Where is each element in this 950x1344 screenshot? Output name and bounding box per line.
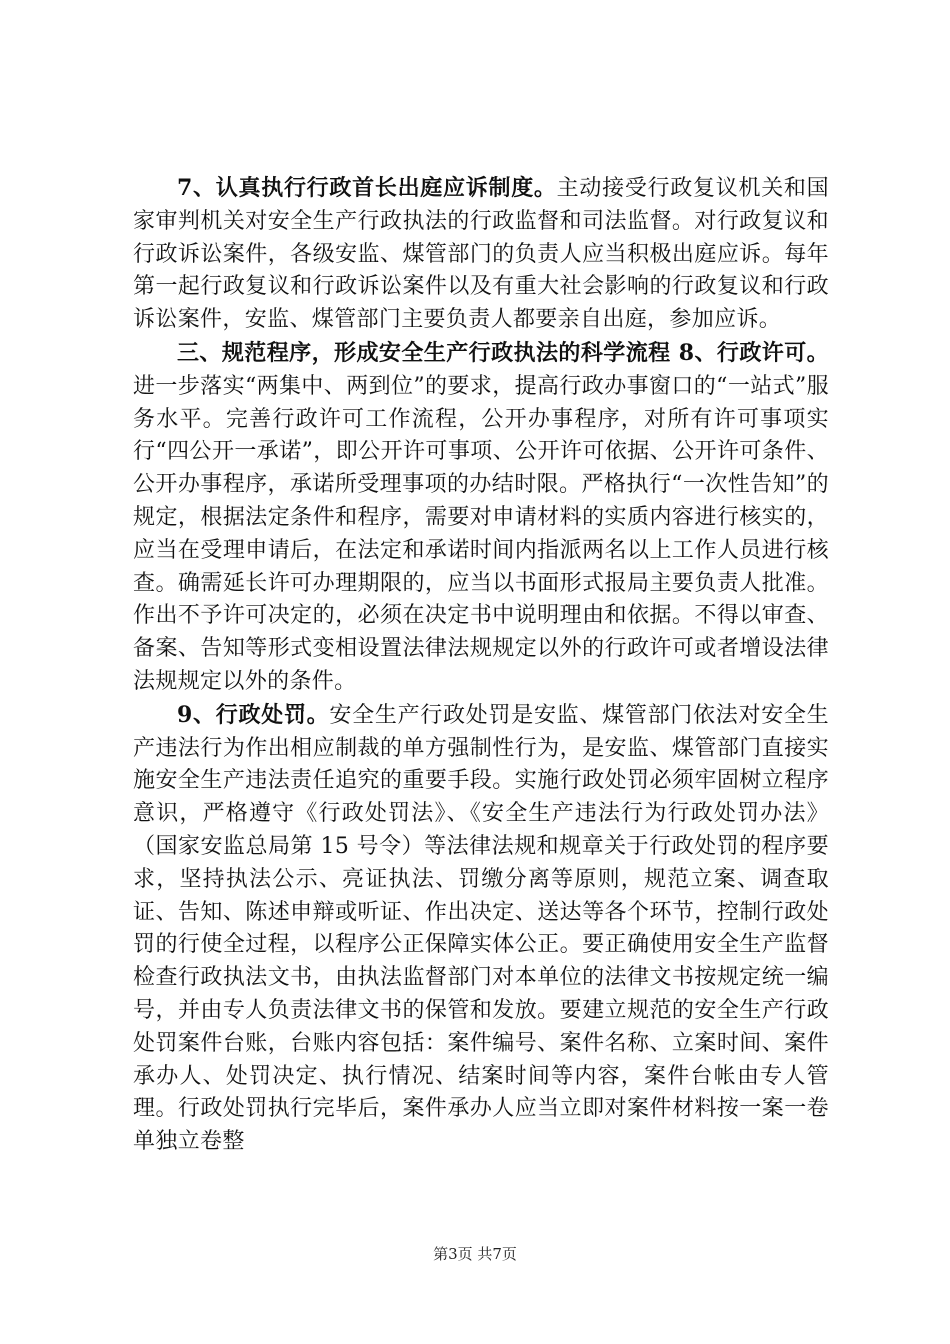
paragraph-heading: 9、行政处罚。 xyxy=(177,701,330,728)
paragraph-text: 进一步落实“两集中、两到位”的要求，提高行政办事窗口的“一站式”服务水平。完善行政许可工作流程，公开办事程序，对所有许可事项实行“四公开一承诺”，即公开许可事项、公开许可依据、公开许可条件、公开办事程序，承诺所受理事项的办结时限。严格执行“一次性告知”的规定，根据法定条件和程序，需要对申请材料的实质内容进行核实的，应当在受理申请后，在法定和承诺时间内指派两名以上工作人员进行核查。确需延长许可办理期限的，应当以书面形式报局主要负责人批准。作出不予许可决定的，必须在决定书中说明理由和依据。不得以审查、备案、告知等形式变相设置法律法规规定以外的行政许可或者增设法律法规规定以外的条件。 xyxy=(133,373,829,694)
page-number-footer: 第3页 共7页 xyxy=(433,1245,517,1263)
document-body xyxy=(133,172,829,1159)
paragraph-text: 主动接受行政复议机关和国家审判机关对安全生产行政执法的行政监督和司法监督。对行政复议和行政诉讼案件，各级安监、煤管部门的负责人应当积极出庭应诉。每年第一起行政复议和行政诉讼案件以及有重大社会影响的行政复议和行政诉讼案件，安监、煤管部门主要负责人都要亲自出庭，参加应诉。 xyxy=(133,176,829,333)
paragraph-9-administrative-penalty xyxy=(133,699,829,1159)
paragraph-8-administrative-licensing xyxy=(133,337,829,699)
paragraph-heading: 三、规范程序，形成安全生产行政执法的科学流程 8、行政许可。 xyxy=(177,339,829,366)
paragraph-7-court-appearance xyxy=(133,172,829,337)
paragraph-heading: 7、认真执行行政首长出庭应诉制度。 xyxy=(177,175,557,201)
paragraph-text: 安全生产行政处罚是安监、煤管部门依法对安全生产违法行为作出相应制裁的单方强制性行为，是安监、煤管部门直接实施安全生产违法责任追究的重要手段。实施行政处罚必须牢固树立程序意识，严格遵守《行政处罚法》、《安全生产违法行为行政处罚办法》（国家安监总局第 15 号令）等法律法规和规章关于行政处罚的程序要求，坚持执法公示、亮证执法、罚缴分离等原则，规范立案、调查取证、告知、陈述申辩或听证、作出决定、送达等各个环节，控制行政处罚的行使全过程，以程序公正保障实体公正。要正确使用安全生产监督检查行政执法文书，由执法监督部门对本单位的法律文书按规定统一编号，并由专人负责法律文书的保管和发放。要建立规范的安全生产行政处罚案件台账，台账内容包括：案件编号、案件名称、立案时间、案件承办人、处罚决定、执行情况、结案时间等内容，案件台帐由专人管理。行政处罚执行完毕后，案件承办人应当立即对案件材料按一案一卷单独立卷整 xyxy=(133,702,830,1155)
